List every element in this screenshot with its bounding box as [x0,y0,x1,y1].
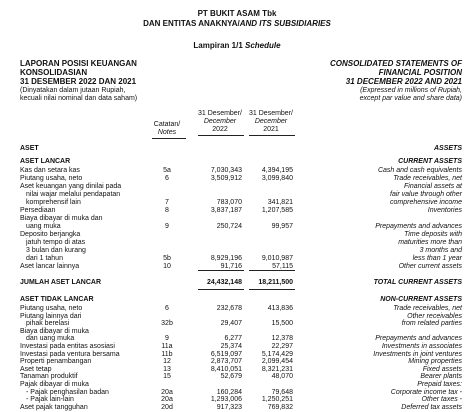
row-label-id: Biaya dibayar di muka dan [20,215,103,222]
title-en-line2: FINANCIAL POSITION [378,68,462,77]
row-value-2022: 8,410,051 [210,365,242,373]
total-current-2022: 24,432,148 [206,279,242,286]
row-label-id: 3 bulan dan kurang [26,247,86,254]
row-note: 20d [161,403,173,411]
row-label-en: Investments in associates [381,343,462,350]
row-label-en: Time deposits with [404,231,462,238]
row-label-id: komprehensif lain [26,199,81,206]
row-label-id: jatuh tempo di atas [26,239,86,246]
row-value-2021: 4,394,195 [261,167,293,174]
row-label-id: Aset lancar lainnya [20,263,80,270]
row-label-id: - Pajak penghasilan badan [26,388,109,396]
row-value-2022: 160,284 [216,388,242,396]
row-note: 11a [161,343,173,350]
row-value-2022: 52,679 [220,373,242,381]
total-rule-2021 [249,289,295,290]
row-label-en: less than 1 year [412,255,462,262]
row-value-2021: 79,648 [271,388,293,396]
row-value-2021: 57,115 [272,263,293,270]
row-value-2021: 3,099,840 [261,175,293,182]
row-note: 12 [163,358,171,366]
company-subtitle [0,20,474,28]
row-note: 20a [161,396,173,404]
col-2021-underline [249,135,295,136]
row-note: 9 [165,335,169,343]
row-label-id: Persediaan [20,207,56,214]
row-note: 6 [165,305,169,312]
row-label-en: Prepaid taxes: [417,381,462,388]
col-2021-line3: 2021 [263,126,279,133]
row-value-2021: 1,250,251 [261,396,293,404]
row-label-en: Prepayments and advances [375,335,462,343]
total-rule-2022 [198,289,244,290]
title-id-note1: (Dinyatakan dalam jutaan Rupiah, [20,87,126,94]
row-value-2022: 2,873,707 [210,358,242,366]
row-label-en: Inventories [427,207,462,214]
row-note: 13 [163,365,171,373]
row-value-2021: 15,500 [271,320,293,328]
col-2021-line1: 31 Desember/ [249,110,293,117]
row-label-en: Prepayments and advances [375,223,462,230]
row-note: 6 [165,175,169,182]
row-label-en: Financial assets at [404,183,462,190]
company-name: PT BUKIT ASAM Tbk [197,9,277,18]
row-label-id: Kas dan setara kas [20,167,80,174]
row-label-id: Piutang lainnya dari [20,312,82,320]
row-note: 9 [165,223,169,230]
attachment-id: Lampiran 1/1 [193,41,245,50]
row-label-id: Piutang usaha, neto [20,175,83,182]
row-note: 32b [161,320,173,328]
row-label-id: Properti penambangan [20,358,92,366]
row-label-id: Investasi pada ventura bersama [20,350,120,358]
row-value-2022: 783,070 [216,199,242,206]
row-value-2022: 3,509,912 [210,175,242,182]
row-note: 8 [165,207,169,214]
row-note: 11b [161,350,173,358]
row-value-2021: 99,957 [271,223,293,230]
row-label-en: Other taxes - [421,396,462,404]
row-label-en: fair value through other [390,191,462,198]
row-label-id: dan uang muka [26,335,75,343]
row-value-2022: 3,837,187 [210,207,242,214]
section-current-en: CURRENT ASSETS [398,158,462,165]
col-notes-en: Notes [157,129,177,136]
attachment-en: Schedule [245,41,281,50]
row-value-2022: 250,724 [216,223,242,230]
section-assets-id: ASET [20,145,39,152]
row-value-2022: 232,678 [216,305,242,312]
row-label-en: Other current assets [398,263,462,270]
row-label-en: Bearer plants [420,373,462,381]
row-label-en: from related parties [401,320,462,328]
title-id-note2: kecuali nilai nominal dan data saham) [20,95,138,102]
row-note: 10 [163,263,171,270]
row-label-id: Tanaman produktif [20,373,78,381]
total-current-2021: 18,211,500 [258,279,293,286]
row-label-id: Aset keuangan yang dinilai pada [20,183,122,190]
row-note: 20a [161,388,173,396]
title-id-line2: KONSOLIDASIAN [20,68,88,77]
notes-underline [152,138,186,139]
row-label-en: Trade receivables, net [393,175,462,182]
row-value-2021: 413,836 [267,305,293,312]
row-label-en: Trade receivables, net [393,305,462,312]
section-noncurrent-id: ASET TIDAK LANCAR [20,296,94,303]
row-value-2022: 91,716 [220,263,242,270]
row-value-2022: 1,293,006 [210,396,242,404]
row-label-id: nilai wajar melalui pendapatan [26,191,121,198]
row-label-en: comprehensive income [390,199,462,206]
row-label-id: Piutang usaha, neto [20,305,83,312]
row-label-en: Fixed assets [422,365,462,373]
row-label-id: Aset pajak tangguhan [20,403,88,411]
title-en-note2: except par value and share data) [359,95,462,102]
row-value-2021: 22,297 [271,343,293,350]
col-2022-line2: December [203,118,237,125]
row-label-id: Pajak dibayar di muka [20,381,89,388]
row-value-2021: 769,832 [267,403,293,411]
row-value-2022: 7,030,343 [210,167,242,174]
row-note: 15 [163,373,171,381]
row-value-2022: 6,277 [224,335,242,343]
current-subtotal-rule-2022 [198,270,244,271]
row-note: 5b [163,255,171,262]
row-value-2022: 6,519,097 [210,350,242,358]
row-label-en: Investments in joint ventures [373,350,462,358]
subsidiaries-en: AND ITS SUBSIDIARIES [239,19,331,28]
section-assets-en: ASSETS [433,145,462,152]
row-label-en: Mining properties [408,358,462,366]
title-en-note1: (Expressed in millions of Rupiah, [360,87,462,94]
current-subtotal-rule-2021 [249,270,295,271]
row-note: 5a [163,167,171,174]
row-label-id: Investasi pada entitas asosiasi [20,343,115,350]
row-label-id: Deposito berjangka [20,231,81,238]
row-label-id: dari 1 tahun [26,255,63,262]
row-label-en: Deferred tax assets [401,403,462,411]
title-id-line3: 31 DESEMBER 2022 DAN 2021 [20,77,137,86]
row-label-id: Aset tetap [20,365,52,373]
row-value-2021: 5,174,429 [261,350,293,358]
subsidiaries-id: DAN ENTITAS ANAKNYA/ [143,19,240,28]
row-note: 7 [165,199,169,206]
row-value-2022: 917,323 [216,403,242,411]
row-value-2022: 25,374 [220,343,242,350]
row-value-2021: 341,821 [267,199,293,206]
row-label-en: Other receivables [407,312,462,320]
row-value-2021: 12,378 [271,335,293,343]
row-value-2022: 29,407 [220,320,242,328]
col-2022-line1: 31 Desember/ [198,110,242,117]
section-current-id: ASET LANCAR [20,158,71,165]
row-label-id: uang muka [26,223,61,230]
row-label-en: Cash and cash equivalents [377,167,462,174]
row-label-en: Corporate income tax - [390,388,462,396]
section-noncurrent-en: NON-CURRENT ASSETS [380,296,462,303]
row-value-2021: 8,321,231 [261,365,293,373]
title-en-line3: 31 DECEMBER 2022 AND 2021 [345,77,462,86]
row-label-id: Biaya dibayar di muka [20,327,89,335]
row-value-2021: 2,099,454 [261,358,293,366]
row-value-2021: 9,010,987 [261,255,293,262]
total-current-id: JUMLAH ASET LANCAR [20,279,102,286]
row-value-2022: 8,929,196 [210,255,242,262]
row-value-2021: 48,070 [271,373,293,381]
col-notes-id: Catatan/ [153,121,181,128]
title-id-line1: LAPORAN POSISI KEUANGAN [20,59,137,68]
total-current-en: TOTAL CURRENT ASSETS [373,279,462,286]
row-label-en: 3 months and [419,247,462,254]
col-2021-line2: December [254,118,288,125]
row-value-2021: 1,207,585 [261,207,293,214]
attachment-label [0,42,474,50]
row-label-id: - Pajak lain-lain [26,396,74,404]
row-label-id: pihak berelasi [26,320,70,328]
col-2022-underline [198,135,244,136]
col-2022-line3: 2022 [212,126,228,133]
row-label-en: maturities more than [398,239,462,246]
title-en-line1: CONSOLIDATED STATEMENTS OF [330,59,462,68]
